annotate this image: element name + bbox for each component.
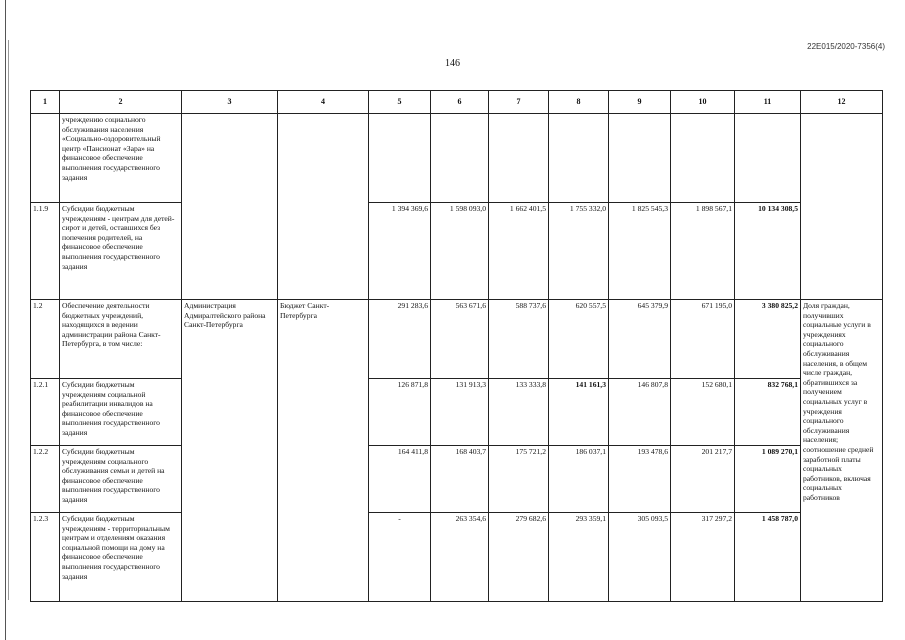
value-cell: 175 721,2 [489,446,549,513]
value-cell: 671 195,0 [671,300,735,379]
value-cell: 291 283,6 [369,300,431,379]
value-cell: 305 093,5 [609,513,671,602]
value-cell: 126 871,8 [369,379,431,446]
table-row [31,446,883,513]
name-cell: Субсидии бюджетным учреждениям - центрам для детей-сирот и детей, оставшихся без попечения родителей, на финансовое обеспечение выполнения государственного задания [60,203,182,300]
executor-cell: Администрация Адмиралтейского района Санкт-Петербурга [182,300,278,602]
value-cell: 186 037,1 [549,446,609,513]
value-cell [431,114,489,203]
value-cell: 263 354,6 [431,513,489,602]
column-header: 3 [182,91,278,114]
column-header: 10 [671,91,735,114]
column-header: 12 [801,91,883,114]
table-row [31,203,883,300]
table-row [31,513,883,602]
source-cell: Бюджет Санкт-Петербурга [278,300,369,602]
value-cell: 131 913,3 [431,379,489,446]
value-cell [489,114,549,203]
executor-cell [182,114,278,300]
column-header: 2 [60,91,182,114]
column-header: 5 [369,91,431,114]
value-cell: 146 807,8 [609,379,671,446]
value-cell [369,114,431,203]
header-row [31,91,883,114]
value-cell: 1 394 369,6 [369,203,431,300]
note-cell [801,114,883,300]
value-cell: 152 680,1 [671,379,735,446]
value-cell: 1 825 545,3 [609,203,671,300]
value-cell [549,114,609,203]
total-cell: 1 089 270,1 [735,446,801,513]
code-cell: 1.2 [31,300,60,379]
note-cell: Доля граждан, получивших социальные услуги в учреждениях социального обслуживания населения, в общем числе граждан, обратившихся за получением социальных услуг в учреждения социального обслуживания населения; соотношение средней заработной платы социальных работников, включая социальных работников [801,300,883,602]
column-header: 4 [278,91,369,114]
budget-table [30,90,883,602]
value-cell [735,114,801,203]
column-header: 8 [549,91,609,114]
column-header: 6 [431,91,489,114]
value-cell: 133 333,8 [489,379,549,446]
column-header: 11 [735,91,801,114]
value-cell: 1 662 401,5 [489,203,549,300]
name-cell: Субсидии бюджетным учреждениям - территориальным центрам и отделениям оказания социальной помощи на дому на финансовое обеспечение выполнения государственного задания [60,513,182,602]
total-cell: 3 380 825,2 [735,300,801,379]
name-cell: учреждению социального обслуживания населения «Социально-оздоровительный центр «Пансионат «Зара» на финансовое обеспечение выполнения государственного задания [60,114,182,203]
value-cell: 563 671,6 [431,300,489,379]
column-header: 1 [31,91,60,114]
value-cell [609,114,671,203]
value-cell: 293 359,1 [549,513,609,602]
value-cell: 620 557,5 [549,300,609,379]
code-cell: 1.2.2 [31,446,60,513]
value-cell [671,114,735,203]
value-cell: 317 297,2 [671,513,735,602]
value-cell: 141 161,3 [549,379,609,446]
code-cell: 1.1.9 [31,203,60,300]
name-cell: Субсидии бюджетным учреждениям социального обслуживания семьи и детей на финансовое обеспечение выполнения государственного задания [60,446,182,513]
value-cell: - [369,513,431,602]
page-number: 146 [445,58,460,69]
value-cell: 1 598 093,0 [431,203,489,300]
value-cell: 164 411,8 [369,446,431,513]
total-cell: 1 458 787,0 [735,513,801,602]
total-cell: 832 768,1 [735,379,801,446]
source-cell [278,114,369,300]
value-cell: 279 682,6 [489,513,549,602]
scan-edge-line [5,0,6,640]
code-cell: 1.2.3 [31,513,60,602]
total-cell: 10 134 308,5 [735,203,801,300]
name-cell: Субсидии бюджетным учреждениям социальной реабилитации инвалидов на финансовое обеспечение выполнения государственного задания [60,379,182,446]
document-code: 22E015/2020-7356(4) [807,42,885,51]
code-cell: 1.2.1 [31,379,60,446]
code-cell [31,114,60,203]
value-cell: 193 478,6 [609,446,671,513]
value-cell: 588 737,6 [489,300,549,379]
name-cell: Обеспечение деятельности бюджетных учреждений, находящихся в ведении администрации района Санкт-Петербурга, в том числе: [60,300,182,379]
scan-edge-line-secondary [8,40,9,600]
table-row [31,114,883,203]
value-cell: 201 217,7 [671,446,735,513]
column-header: 7 [489,91,549,114]
table-row [31,379,883,446]
value-cell: 1 755 332,0 [549,203,609,300]
value-cell: 645 379,9 [609,300,671,379]
value-cell: 168 403,7 [431,446,489,513]
column-header: 9 [609,91,671,114]
table-row [31,300,883,379]
value-cell: 1 898 567,1 [671,203,735,300]
